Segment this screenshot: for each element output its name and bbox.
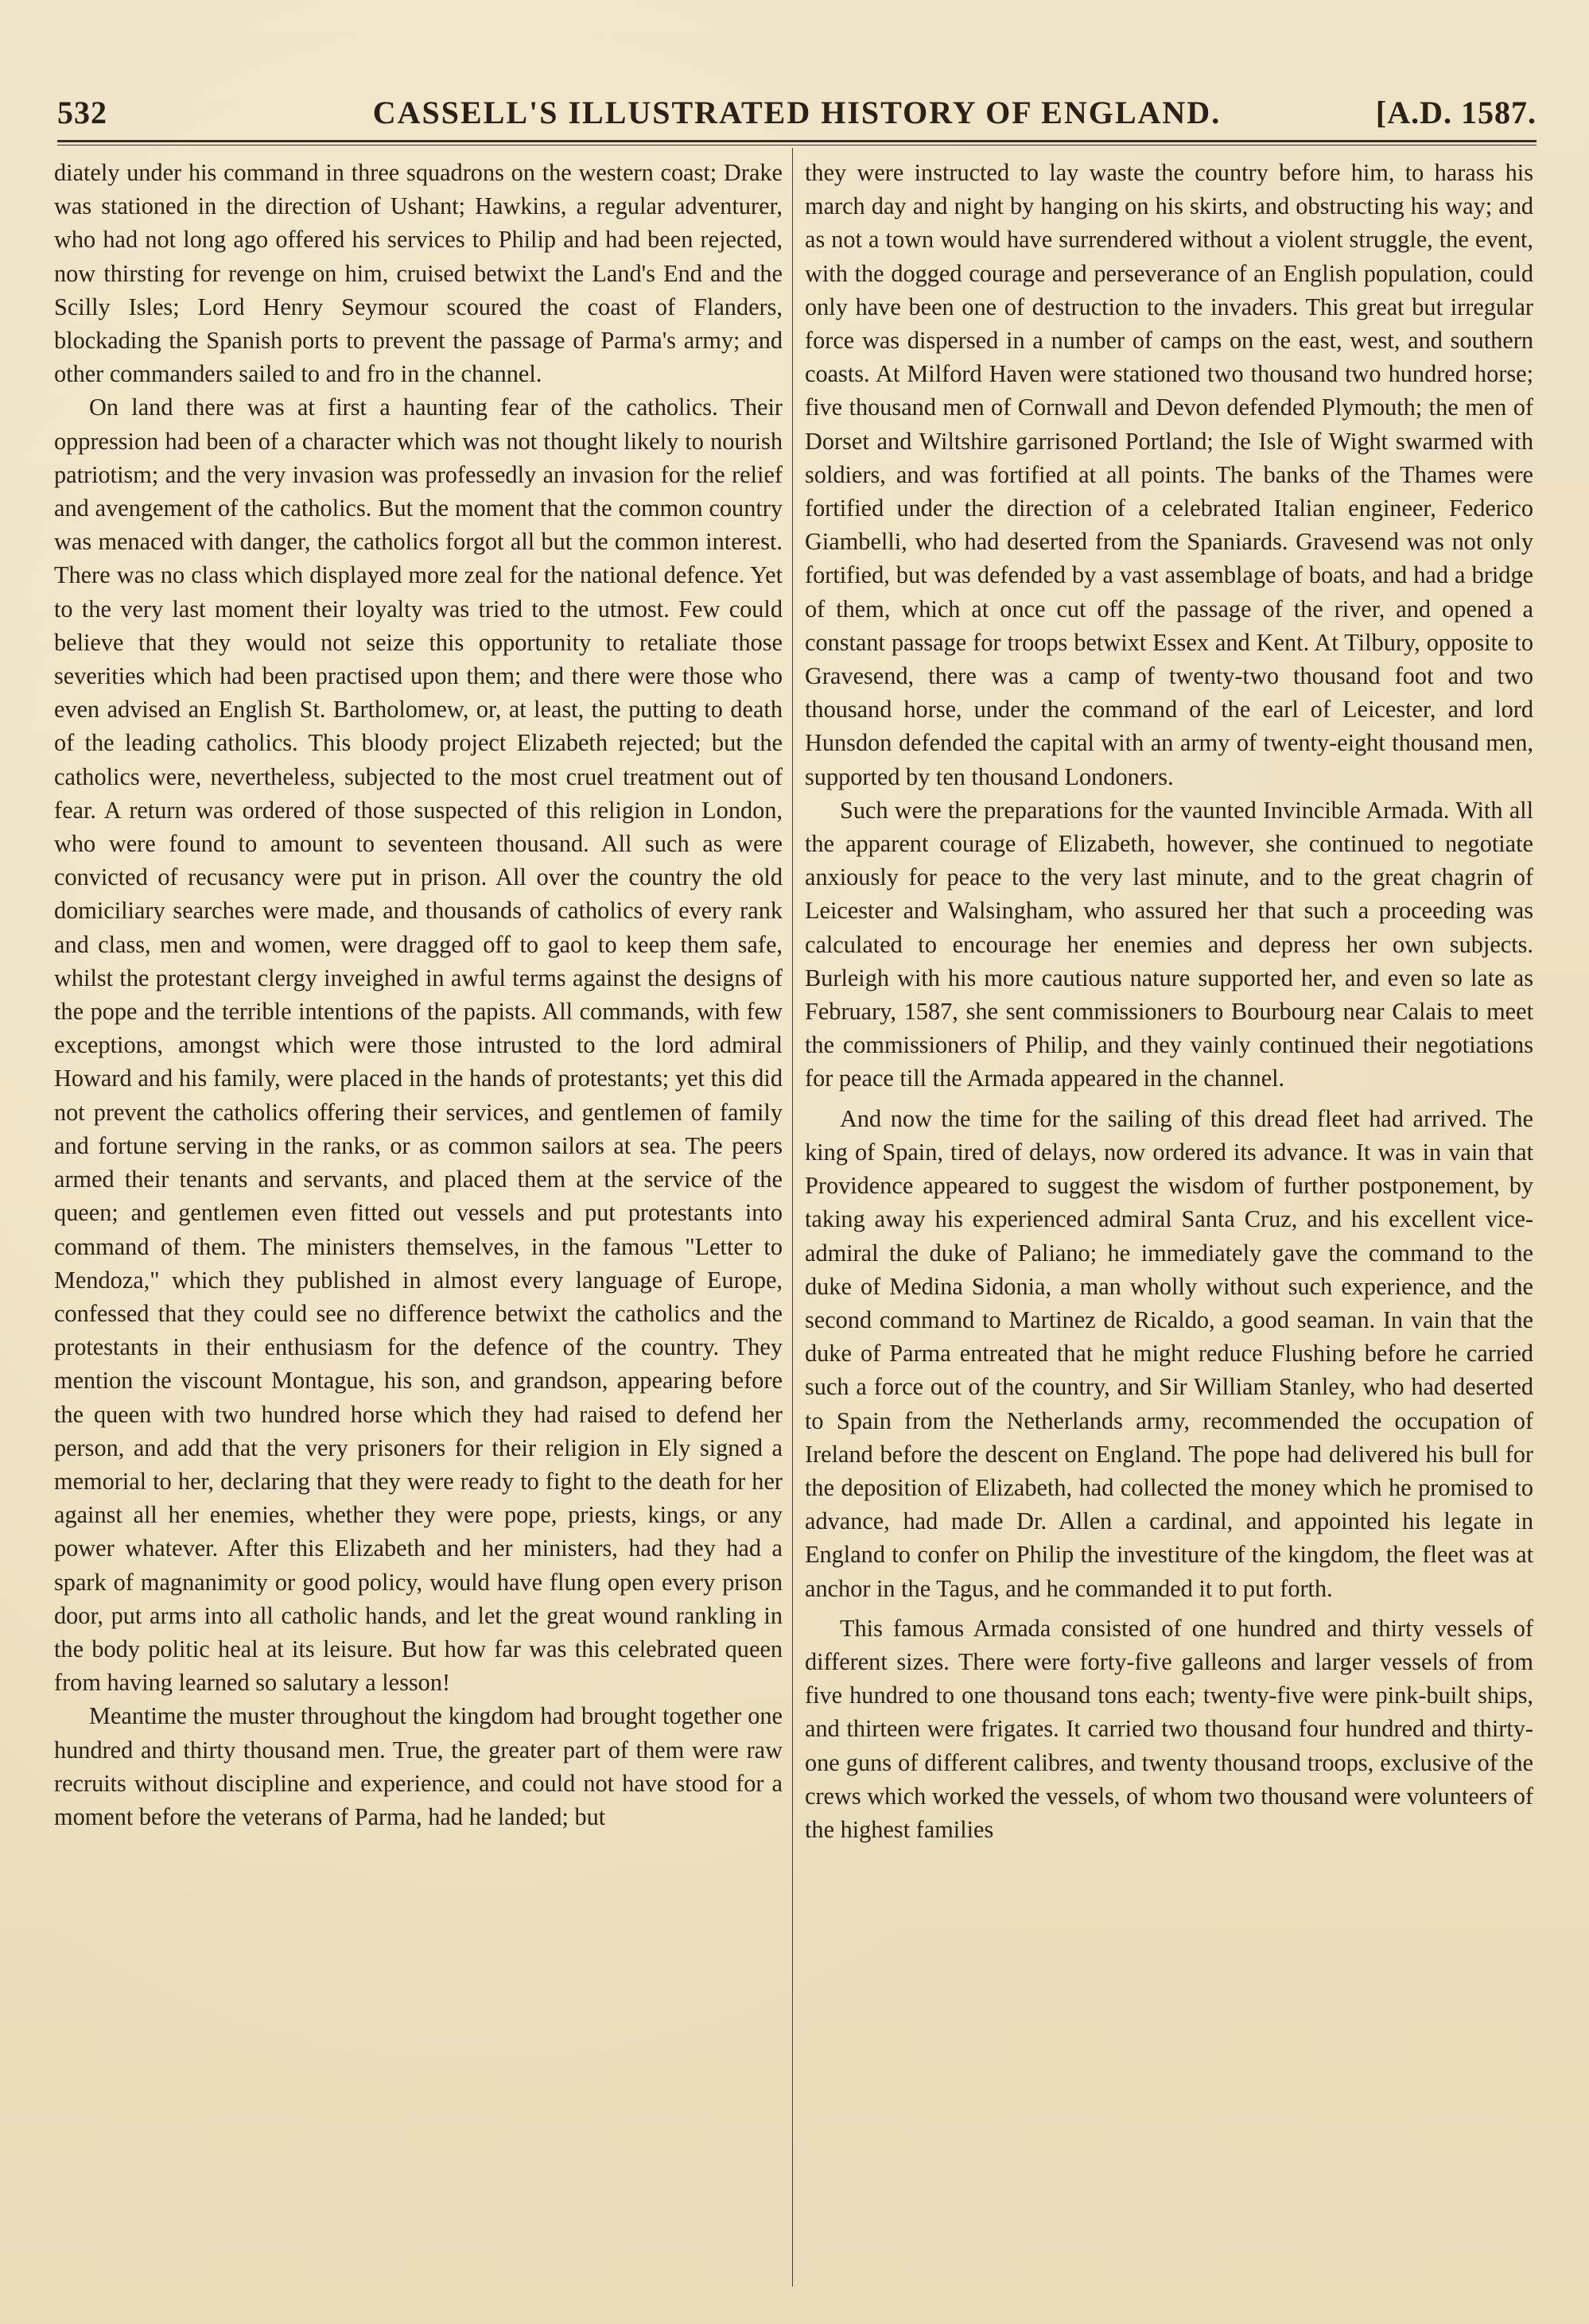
paragraph: Such were the preparations for the vaunted Invincible Armada. With all the apparent courage of Elizabeth, however, she continued to negotiate anxiously for peace to the very last minute, and to the great chagrin of Leicester and Walsingham, who assured her that such a proceeding was calculated to encourage her enemies and depress her own subjects. Burleigh with his more cautious nature supported her, and even so late as February, 1587, she sent commissioners to Bourbourg near Calais to meet the commissioners of Philip, and they vainly continued their negotiations for peace till the Armada appeared in the channel. (805, 796, 1533, 1092)
column-divider (792, 148, 793, 2287)
paragraph: This famous Armada consisted of one hundred and thirty vessels of different sizes. There were forty-five galleons and larger vessels of from five hundred to one thousand tons each; twenty-five were pink-built ships, and thirteen were frigates. It carried two thousand four hundred and thirty-one guns of different calibres, and twenty thousand troops, exclusive of the crews which worked the vessels, of whom two thousand were volunteers of the highest families (805, 1614, 1533, 1843)
paragraph: And now the time for the sailing of this dread fleet had arrived. The king of Spain, tired of delays, now ordered its advance. It was in vain that Providence appeared to suggest the wisdom of further postponement, by taking away his experienced admiral Santa Cruz, and his excellent vice-admiral the duke of Paliano; he immediately gave the command to the duke of Medina Sidonia, a man wholly without such experience, and the second command to Martinez de Ricaldo, a good seaman. In vain that the duke of Parma entreated that he might reduce Flushing before he carried such a force out of the country, and Sir William Stanley, who had deserted to Spain from the Netherlands army, recommended the occupation of Ireland before the descent on England. The pope had delivered his bull for the deposition of Elizabeth, had collected the money which he promised to advance, had made Dr. Allen a cardinal, and appointed his legate in England to confer on Philip the investiture of the kingdom, the fleet was at anchor in the Tagus, and he commanded it to put forth. (805, 1104, 1533, 1602)
paragraph: On land there was at first a haunting fear of the catholics. Their oppression had been of a character which was not thought likely to nourish patriotism; and the very invasion was professedly an invasion for the relief and avengement of the catholics. But the moment that the common country was menaced with danger, the catholics forgot all but the common interest. There was no class which displayed more zeal for the national defence. Yet to the very last moment their loyalty was tried to the utmost. Few could believe that they would not seize this opportunity to retaliate those severities which had been practised upon them; and there were those who even advised an English St. Bartholomew, or, at least, the putting to death of the leading catholics. This bloody project Elizabeth rejected; but the catholics were, nevertheless, subjected to the most cruel treatment out of fear. A return was ordered of those suspected of this religion in London, who were found to amount to seventeen thousand. All such as were convicted of recusancy were put in prison. All over the country the old domiciliary searches were made, and thousands of catholics of every rank and class, men and women, were dragged off to gaol to keep them safe, whilst the protestant clergy inveighed in awful terms against the designs of the pope and the terrible intentions of the papists. All commands, with few exceptions, amongst which were those intrusted to the lord admiral Howard and his family, were placed in the hands of protestants; yet this did not prevent the catholics offering their services, and gentlemen of family and fortune serving in the ranks, or as common sailors at sea. The peers armed their tenants and servants, and placed them at the service of the queen; and gentlemen even fitted out vessels and put protestants into command of them. The ministers themselves, in the famous "Letter to Mendoza," which they published in almost every language of Europe, confessed that they could see no difference betwixt the catholics and the protestants in their enthusiasm for the defence of the country. They mention the viscount Montague, his son, and grandson, appearing before the queen with two hundred horse which they had raised to defend her person, and add that the very prisoners for their religion in Ely signed a memorial to her, declaring that they were ready to fight to the death for her against all her enemies, whether they were pope, priests, kings, or any power whatever. After this Elizabeth and her ministers, had they had a spark of magnanimity or good policy, would have flung open every prison door, put arms into all catholic hands, and let the great wound rankling in the body politic heal at its leisure. But how far was this celebrated queen from having learned so salutary a lesson! (54, 394, 783, 1697)
paragraph: diately under his command in three squadrons on the western coast; Drake was stationed in the direction of Ushant; Hawkins, a regular adventurer, who had not long ago offered his services to Philip and had been rejected, now thirsting for revenge on him, cruised betwixt the Land's End and the Scilly Isles; Lord Henry Seymour scoured the coast of Flanders, blockading the Spanish ports to prevent the passage of Parma's army; and other commanders sailed to and fro in the channel. (54, 159, 783, 388)
header-rule (57, 140, 1537, 142)
right-column (805, 156, 1533, 2287)
running-title: CASSELL'S ILLUSTRATED HISTORY OF ENGLAND. (372, 95, 1222, 130)
page-header (57, 94, 1537, 142)
date-label: [A.D. 1587. (1375, 95, 1537, 130)
page-number: 532 (57, 95, 107, 130)
paragraph: Meantime the muster throughout the kingdom had brought together one hundred and thirty thousand men. True, the greater part of them were raw recruits without discipline and experience, and could not have stood for a moment before the veterans of Parma, had he landed; but (54, 1702, 783, 1830)
paragraph: they were instructed to lay waste the country before him, to harass his march day and night by hanging on his skirts, and obstructing his way; and as not a town would have surrendered without a violent struggle, the event, with the dogged courage and perseverance of an English population, could only have been one of destruction to the invaders. This great but irregular force was dispersed in a number of camps on the east, west, and southern coasts. At Milford Haven were stationed two thousand two hundred horse; five thousand men of Cornwall and Devon defended Plymouth; the men of Dorset and Wiltshire garrisoned Portland; the Isle of Wight swarmed with soldiers, and was fortified at all points. The banks of the Thames were fortified under the direction of a celebrated Italian engineer, Federico Giambelli, who had deserted from the Spaniards. Gravesend was not only fortified, but was defended by a vast assemblage of boats, and had a bridge of them, which at once cut off the passage of the river, and opened a constant passage for troops betwixt Essex and Kent. At Tilbury, opposite to Gravesend, there was a camp of twenty-two thousand foot and two thousand horse, under the command of the earl of Leicester, and lord Hunsdon defended the capital with an army of twenty-eight thousand men, supported by ten thousand Londoners. (805, 159, 1533, 790)
left-column (54, 156, 783, 2287)
